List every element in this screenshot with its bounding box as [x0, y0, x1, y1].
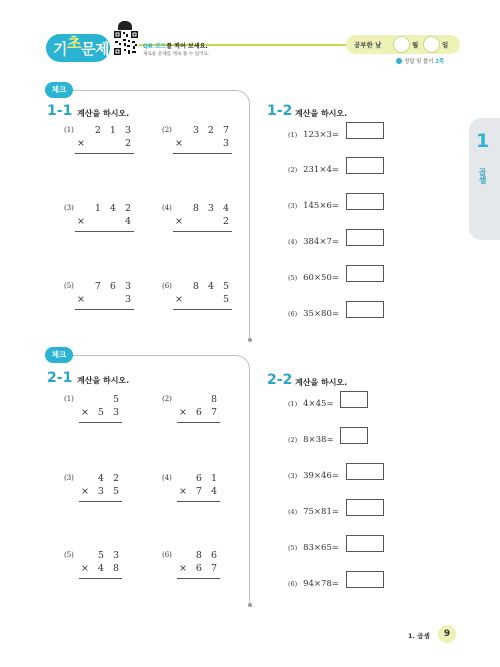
page-number: 9	[438, 625, 456, 643]
expression-row: (3) 39×46=	[288, 463, 339, 480]
problem-instruction: 계산을 하시오.	[295, 109, 348, 118]
qr-instruction: QR 코드를 찍어 보세요.	[143, 43, 208, 50]
qr-code-icon[interactable]	[113, 30, 139, 56]
qr-description: 새로운 문제를 계속 풀 수 있어요.	[143, 52, 210, 57]
expression-row: (1) 4×45=	[288, 391, 334, 408]
problem-number: 1-1	[47, 103, 73, 119]
vertical-problem: (2) 3 2 7 × 3	[162, 126, 232, 160]
vertical-problem: (1) 5 × 5 3	[64, 395, 122, 429]
answer-box[interactable]	[346, 157, 384, 174]
check-badge: 체크	[45, 82, 73, 98]
title-char: 초	[67, 34, 82, 52]
answer-box[interactable]	[340, 427, 368, 444]
expression-row: (4) 384×7=	[288, 229, 339, 246]
answer-box[interactable]	[346, 535, 384, 552]
answer-box[interactable]	[346, 122, 384, 139]
answer-box[interactable]	[346, 463, 384, 480]
answer-note: 정답 및 풀이 2쪽	[396, 57, 444, 65]
chapter-label: 곱셈	[478, 168, 487, 184]
expression-row: (5) 83×65=	[288, 535, 339, 552]
vertical-problem: (6) 8 4 5 × 5	[162, 282, 232, 316]
frame-end-dot	[248, 603, 252, 607]
expression-row: (3) 145×6=	[288, 193, 339, 210]
vertical-problem: (3) 4 2 × 3 5	[64, 474, 122, 508]
problem-instruction: 계산을 하시오.	[77, 109, 130, 118]
problem-number: 1-2	[267, 103, 293, 119]
frame-end-dot	[248, 338, 252, 342]
expression-row: (6) 94×78=	[288, 571, 339, 588]
title-char: 문	[81, 40, 96, 58]
problem-instruction: 계산을 하시오.	[295, 378, 348, 387]
problem-number: 2-2	[267, 372, 293, 388]
vertical-problem: (5) 5 3 × 4 8	[64, 551, 122, 585]
expression-row: (4) 75×81=	[288, 499, 339, 516]
expression-row: (6) 35×80=	[288, 301, 339, 318]
vertical-problem: (2) 8 × 6 7	[162, 395, 220, 429]
footer-chapter: 1. 곱셈	[408, 632, 430, 640]
day-circle[interactable]	[423, 36, 440, 53]
expression-row: (5) 60×50=	[288, 265, 339, 282]
check-badge: 체크	[45, 347, 73, 363]
section-title-badge	[46, 34, 110, 62]
vertical-problem: (4) 6 1 × 7 4	[162, 474, 220, 508]
problem-number: 2-1	[47, 370, 73, 386]
answer-box[interactable]	[346, 499, 384, 516]
answer-box[interactable]	[346, 571, 384, 588]
day-label: 일	[442, 41, 449, 49]
expression-row: (2) 231×4=	[288, 157, 339, 174]
month-label: 월	[412, 41, 419, 49]
study-date-label: 공부한 날	[354, 41, 382, 49]
vertical-problem: (5) 7 6 3 × 3	[64, 282, 134, 316]
answer-box[interactable]	[340, 391, 368, 408]
chapter-number: 1	[476, 130, 490, 152]
vertical-problem: (4) 8 3 4 × 2	[162, 204, 232, 238]
expression-row: (2) 8×38=	[288, 427, 334, 444]
answer-box[interactable]	[346, 193, 384, 210]
expression-row: (1) 123×3=	[288, 122, 339, 139]
problem-instruction: 계산을 하시오.	[77, 376, 130, 385]
vertical-problem: (6) 8 6 × 6 7	[162, 551, 220, 585]
answer-box[interactable]	[346, 265, 384, 282]
answer-dot-icon	[396, 58, 402, 64]
vertical-problem: (1) 2 1 3 × 2	[64, 126, 134, 160]
month-circle[interactable]	[393, 36, 410, 53]
title-char: 제	[95, 40, 110, 58]
title-char: 기	[53, 40, 68, 58]
answer-box[interactable]	[346, 229, 384, 246]
answer-box[interactable]	[346, 301, 384, 318]
vertical-problem: (3) 1 4 2 × 4	[64, 204, 134, 238]
